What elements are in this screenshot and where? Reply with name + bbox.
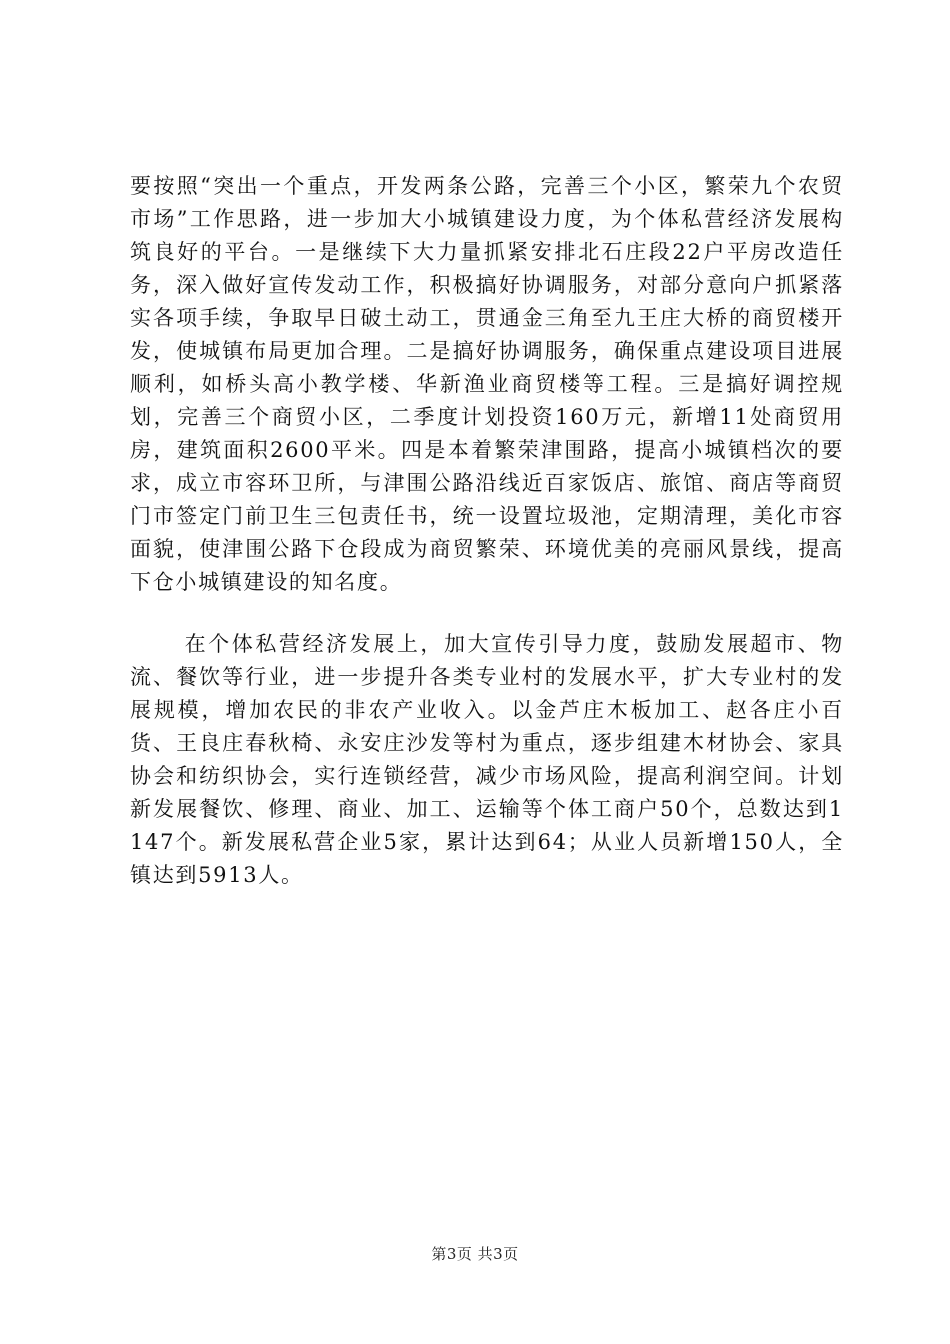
document-body <box>130 170 844 892</box>
paragraph-private-economy: 在个体私营经济发展上，加大宣传引导力度，鼓励发展超市、物流、餐饮等行业，进一步提升各类专业村的发展水平，扩大专业村的发展规模，增加农民的非农产业收入。以金芦庄木板加工、赵各庄小百货、王良庄春秋椅、永安庄沙发等村为重点，逐步组建木材协会、家具协会和纺织协会，实行连锁经营，减少市场风险，提高利润空间。计划新发展餐饮、修理、商业、加工、运输等个体工商户50个，总数达到1147个。新发展私营企业5家，累计达到64；从业人员新增150人，全镇达到5913人。 <box>130 632 844 887</box>
paragraph-town-construction: 要按照“突出一个重点，开发两条公路，完善三个小区，繁荣九个农贸市场”工作思路，进一步加大小城镇建设力度，为个体私营经济发展构筑良好的平台。一是继续下大力量抓紧安排北石庄段22户平房改造任务，深入做好宣传发动工作，积极搞好协调服务，对部分意向户抓紧落实各项手续，争取早日破土动工，贯通金三角至九王庄大桥的商贸楼开发，使城镇布局更加合理。二是搞好协调服务，确保重点建设项目进展顺利，如桥头高小教学楼、华新渔业商贸楼等工程。三是搞好调控规划，完善三个商贸小区，二季度计划投资160万元，新增11处商贸用房，建筑面积2600平米。四是本着繁荣津围路，提高小城镇档次的要求，成立市容环卫所，与津围公路沿线近百家饭店、旅馆、商店等商贸门市签定门前卫生三包责任书，统一设置垃圾池，定期清理，美化市容面貌，使津围公路下仓段成为商贸繁荣、环境优美的亮丽风景线，提高下仓小城镇建设的知名度。 <box>130 174 844 594</box>
page-number-footer: 第3页 共3页 <box>431 1245 519 1263</box>
